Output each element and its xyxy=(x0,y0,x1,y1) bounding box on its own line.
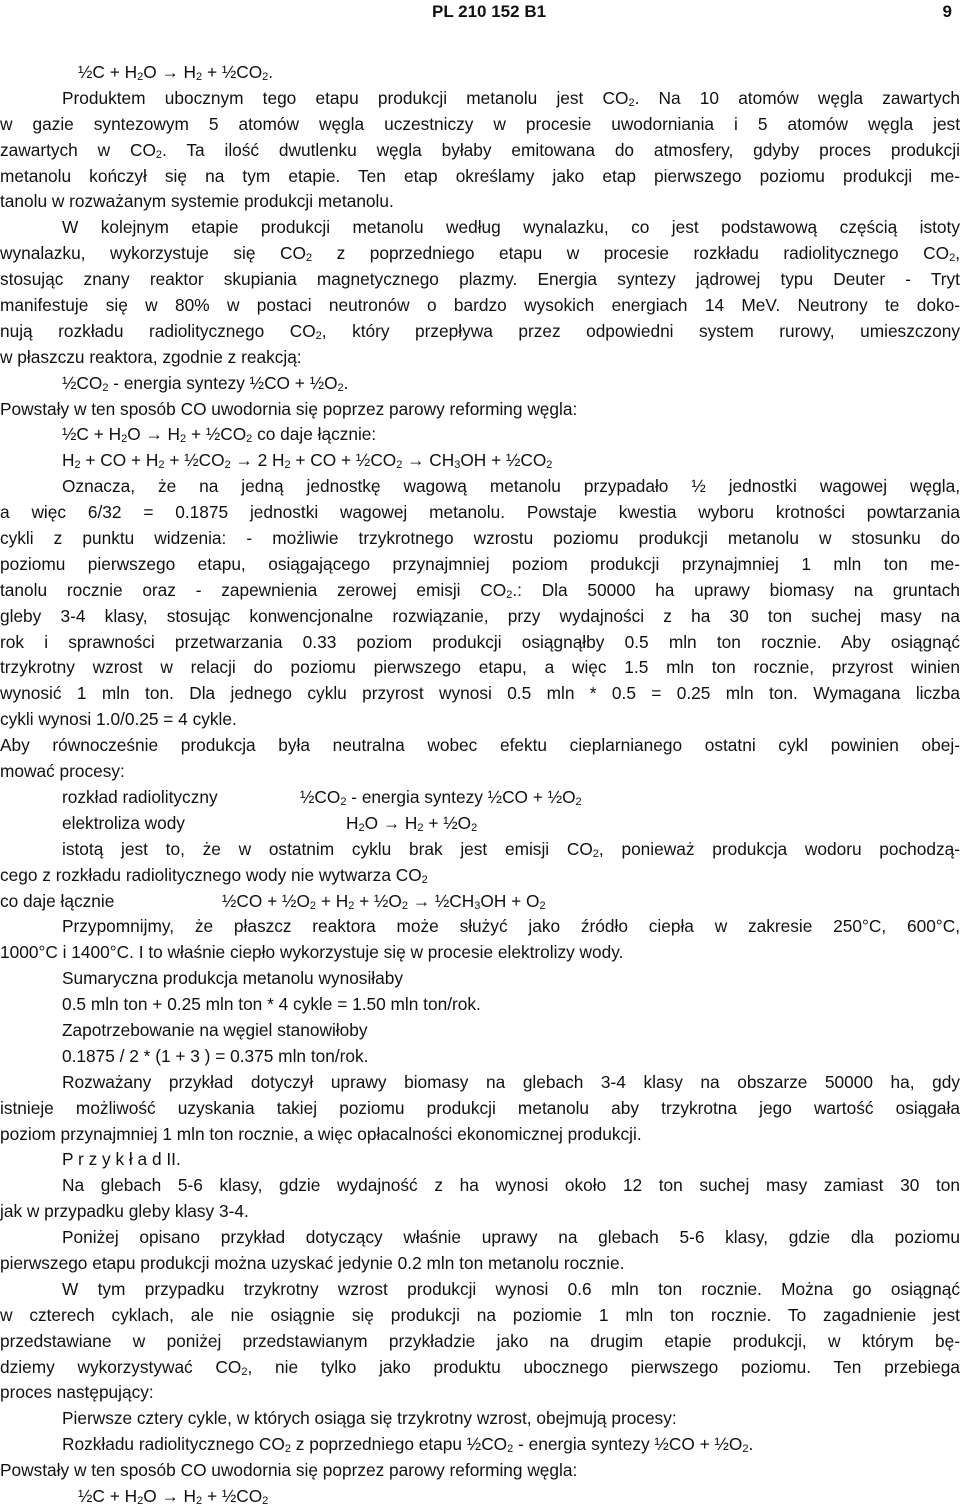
text-line: metanolu kończył się na tym etapie. Ten etap określamy jako etap pierwszego poziomu produkcji me- xyxy=(0,165,960,186)
text-line: poziomu pierwszego etapu, osiągającego przynajmniej poziom produkcji przynajmniej 1 mln ton me- xyxy=(0,553,960,574)
text-line: zawartych w $CO_2$. Ta ilość dwutlenku węgla byłaby emitowana do atmosfery, gdyby proces produkcji xyxy=(0,139,960,161)
text-line: cykli wynosi 1.0/0.25 = 4 cykle. xyxy=(0,709,237,730)
text-line: w płaszczu reaktora, zgodnie z reakcją: xyxy=(0,346,302,367)
text-line: stosując znany reaktor skupiania magnetycznego plazmy. Energia syntezy jądrowej typu Deuter - Tryt xyxy=(0,269,960,290)
text-line: pierwszego etapu produkcji można uzyskać jedynie 0.2 mln ton metanolu rocznie. xyxy=(0,1252,625,1273)
text-line: Aby równocześnie produkcja była neutralna wobec efektu cieplarnianego ostatni cykl powinien obej- xyxy=(0,735,960,756)
text-line: Oznacza, że na jedną jednostkę wagową metanolu przypadało ½ jednostki wagowej węgla, xyxy=(62,476,960,497)
patent-number: PL 210 152 B1 xyxy=(432,2,547,21)
text-line: proces następujący: xyxy=(0,1382,154,1403)
text-line: Zapotrzebowanie na węgiel stanowiłoby xyxy=(62,1019,368,1040)
equation-line: $\frac{1}{2}CO_2$ - energia syntezy ½CO + $\frac{1}{2}O_2$. xyxy=(62,372,349,394)
text-line: Pierwsze cztery cykle, w których osiąga się trzykrotny wzrost, obejmują procesy: xyxy=(62,1408,677,1429)
text-line: W tym przypadku trzykrotny wzrost produkcji wynosi 0.6 mln ton rocznie. Można go osiągnąć xyxy=(62,1278,960,1299)
text-line: W kolejnym etapie produkcji metanolu według wynalazku, co jest podstawową częścią istoty xyxy=(62,217,960,238)
equation-line: ½C + $H_2O \to H_2$ + $\frac{1}{2}CO_2$ xyxy=(78,1485,269,1507)
text-line: Rozważany przykład dotyczył uprawy biomasy na glebach 3-4 klasy na obszarze 50000 ha, gdy xyxy=(62,1071,960,1092)
text-line: Produktem ubocznym tego etapu produkcji metanolu jest $CO_2$. Na 10 atomów węgla zawartych xyxy=(62,87,960,109)
process-line: rozkład radiolityczny $\frac{1}{2}CO_2$ - energia syntezy ½CO + $\frac{1}{2}O_2$ xyxy=(62,786,582,808)
text-line: Powstały w ten sposób CO uwodornia się poprzez parowy reforming węgla: xyxy=(0,1460,578,1481)
text-line: w czterech cyklach, ale nie osiągnie się produkcji na poziomie 1 mln ton rocznie. To zagadnienie jest xyxy=(0,1304,960,1325)
text-line: rok i sprawności przetwarzania 0.33 poziom produkcji osiągnąłby 0.5 mln ton rocznie. Aby osiągnąć xyxy=(0,631,960,652)
text-line: dziemy wykorzystywać $CO_2$, nie tylko jako produktu ubocznego pierwszego poziomu. Ten przebiega xyxy=(0,1356,960,1378)
text-line: cykli z punktu widzenia: - możliwie trzykrotnego wzrostu poziomu produkcji metanolu w stosunku do xyxy=(0,528,960,549)
text-line: gleby 3-4 klasy, stosując konwencjonalne rozwiązanie, przy wydajności z ha 30 ton suchej masy na xyxy=(0,605,960,626)
text-line: jak w przypadku gleby klasy 3-4. xyxy=(0,1201,249,1222)
equation-line: $H_2$ + CO + $H_2$ + $\frac{1}{2}CO_2 \to 2$ $H_2$ + CO + $\frac{1}{2}CO_2 \to CH_3OH$ + $\frac{1}{2}CO_2$ xyxy=(62,450,553,472)
text-line: wynalazku, wykorzystuje się $CO_2$ z poprzedniego etapu w procesie rozkładu radiolitycznego $CO_2$, xyxy=(0,243,960,265)
text-line: 0.5 mln ton + 0.25 mln ton * 4 cykle = 1.50 mln ton/rok. xyxy=(62,994,481,1015)
text-line: istnieje możliwość uzyskania takiej poziomu produkcji metanolu aby trzykrotna jego wartość osiągała xyxy=(0,1097,960,1118)
text-line: mować procesy: xyxy=(0,761,125,782)
text-line: w gazie syntezowym 5 atomów węgla uczestniczy w procesie uwodorniania i 5 atomów węgla jest xyxy=(0,113,960,134)
text-line: a więc 6/32 = 0.1875 jednostki wagowej metanolu. Powstaje kwestia wyboru krotności powtarzania xyxy=(0,502,960,523)
process-line: elektroliza wody $H_2O \to H_2$ + $\frac{1}{2}O_2$ xyxy=(62,812,478,834)
equation-line: ½C + $H_2O \to H_2$ + $\frac{1}{2}CO_2$ co daje łącznie: xyxy=(62,424,377,446)
text-line: tanolu rocznie oraz - zapewnienia zerowej emisji $CO_2$.: Dla 50000 ha uprawy biomasy na gruntach xyxy=(0,579,960,601)
text-line: 1000°C i 1400°C. I to właśnie ciepło wykorzystuje się w procesie elektrolizy wody. xyxy=(0,942,624,963)
text-line: poziom przynajmniej 1 mln ton rocznie, a więc opłacalności ekonomicznej produkcji. xyxy=(0,1123,642,1144)
example-heading: P r z y k ł a d II. xyxy=(62,1149,181,1170)
text-line: przedstawiane w poniżej przedstawianym przykładzie jako na drugim etapie produkcji, w którym bę- xyxy=(0,1330,960,1351)
text-line: Powstały w ten sposób CO uwodornia się poprzez parowy reforming węgla: xyxy=(0,398,578,419)
process-line: co daje łącznie ½CO + $\frac{1}{2}O_2 + H_2$ + $\frac{1}{2}O_2$ → $\frac{1}{2}CH_3OH + O_2$ xyxy=(0,890,546,912)
text-line: Poniżej opisano przykład dotyczący właśnie uprawy na glebach 5-6 klasy, gdzie dla poziomu xyxy=(62,1227,960,1248)
text-line: trzykrotny wzrost w relacji do poziomu pierwszego etapu, a więc 1.5 mln ton rocznie, przyrost winien xyxy=(0,657,960,678)
text-line: wynosić 1 mln ton. Dla jednego cyklu przyrost wynosi 0.5 mln * 0.5 = 0.25 mln ton. Wymagana liczba xyxy=(0,683,960,704)
text-line: cego z rozkładu radiolitycznego wody nie wytwarza $CO_2$ xyxy=(0,864,428,886)
page-number: 9 xyxy=(942,2,952,21)
document-body xyxy=(0,60,960,1510)
text-line: manifestuje się w 80% w postaci neutronów o bardzo wysokich energiach 14 MeV. Neutrony te doko- xyxy=(0,295,960,316)
equation-line: Rozkładu radiolitycznego $CO_2$ z poprzedniego etapu $\frac{1}{2}CO_2$ - energia syntezy ½CO + $\frac{1}{2}O_2$. xyxy=(62,1434,754,1456)
equation-line: ½C + $H_2O \to H_2$ + $\frac{1}{2}CO_2$. xyxy=(78,62,274,83)
text-line: 0.1875 / 2 * (1 + 3 ) = 0.375 mln ton/rok. xyxy=(62,1045,369,1066)
text-line: Na glebach 5-6 klasy, gdzie wydajność z ha wynosi około 12 ton suchej masy zamiast 30 ton xyxy=(62,1175,960,1196)
text-line: istotą jest to, że w ostatnim cyklu brak jest emisji $CO_2$, ponieważ produkcja wodoru pochodzą- xyxy=(62,838,960,860)
text-line: nują rozkładu radiolitycznego $CO_2$, który przepływa przez odpowiedni system rurowy, umieszczony xyxy=(0,320,960,342)
text-line: Sumaryczna produkcja metanolu wynosiłaby xyxy=(62,968,403,989)
page-header xyxy=(0,2,960,24)
text-line: tanolu w rozważanym systemie produkcji metanolu. xyxy=(0,191,394,212)
text-line: Przypomnijmy, że płaszcz reaktora może służyć jako źródło ciepła w zakresie 250°C, 600°C, xyxy=(62,916,960,937)
